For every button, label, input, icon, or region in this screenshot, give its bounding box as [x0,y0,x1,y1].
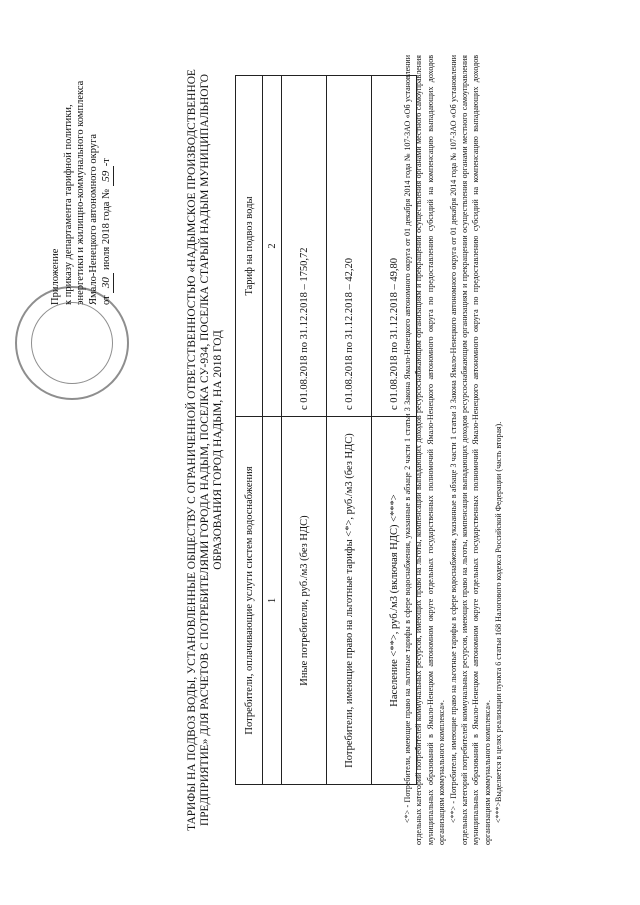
consumer-cell: Потребители, имеющие право на льготные тарифы <*>, руб./м3 (без НДС) [327,417,372,785]
footnote: <**> - Потребители, имеющие право на льготные тарифы в сфере водоснабжения, указанные в абзаце 3 части 1 статьи 3 Закона Ямало-Ненецкого автономного округа от 01 декабря 2014 года № 107-ЗАО «Об установлении отдельных категорий потребителей коммунальных ресурсов, имеющих право на льготы, компенсации выпадающих доходов ресурсоснабжающим организациям и прекращении осуществления органами местного самоуправления муниципальных образований в Ямало-Ненецком автономном округе отдельных государственных полномочий Ямало-Ненецкого автономного округа по предоставлению субсидий на компенсацию выпадающих доходов организациям коммунального комплекса». [448,55,492,845]
tariff-table [235,75,417,785]
consumer-cell: Население <**>, руб./м3 (включая НДС) <***> [372,417,417,785]
column-header: Потребители, оплачивающие услуги систем водоснабжения [236,417,263,785]
table-row [327,76,372,785]
tariff-cell: с 01.08.2018 по 31.12.2018 – 49,80 [372,76,417,417]
approval-block [50,5,114,305]
document-title: ТАРИФЫ НА ПОДВОЗ ВОДЫ, УСТАНОВЛЕННЫЕ ОБЩЕСТВУ С ОГРАНИЧЕННОЙ ОТВЕТСТВЕННОСТЬЮ «НАДЫМСКОЕ ПРОИЗВОДСТВЕННОЕ ПРЕДПРИЯТИЕ» ДЛЯ РАСЧЕТОВ С ПОТРЕБИТЕЛЯМИ ГОРОДА НАДЫМ, ПОСЕЛКА СУ-934, ПОСЕЛКА СТАРЫЙ НАДЫМ МУНИЦИПАЛЬНОГО ОБРАЗОВАНИЯ ГОРОД НАДЫМ, НА 2018 ГОД [186,69,224,831]
approval-date-line [100,5,114,305]
footnote: <*> - Потребители, имеющие право на льготные тарифы в сфере водоснабжения, указанные в абзаце 2 части 1 статьи 3 Закона Ямало-Ненецкого автономного округа от 01 декабря 2014 года № 107-ЗАО «Об установлении отдельных категорий потребителей коммунальных ресурсов, имеющих право на льготы, компенсации выпадающих доходов ресурсоснабжающим организациям и прекращении осуществления органами местного самоуправления муниципальных образований в Ямало-Ненецком автономном округе отдельных государственных полномочий Ямало-Ненецкого автономного округа по предоставлению субсидий на компенсацию выпадающих доходов организациям коммунального комплекса». [403,55,447,845]
approval-day: 30 [100,273,114,293]
column-header: Тариф на подвоз воды [236,76,263,417]
approval-line: Приложение [50,248,61,305]
table-row [282,76,327,785]
table-header-row [236,76,263,785]
approval-line: энергетики и жилищно-коммунального комплекса [75,80,87,305]
approval-suffix: -т [101,158,113,167]
tariff-cell: с 01.08.2018 по 31.12.2018 – 1750,72 [282,76,327,417]
footnotes [402,55,505,845]
approval-line: к приказу департамента тарифной политики, [62,104,74,305]
approval-line: Ямало-Ненецкого автономного округа [87,133,99,305]
approval-month-year: июля 2018 года № [101,188,113,271]
consumer-cell: Иные потребители, руб./м3 (без НДС) [282,417,327,785]
column-index: 1 [263,417,282,785]
tariff-cell: с 01.08.2018 по 31.12.2018 – 42,20 [327,76,372,417]
approval-number: 59 [100,166,114,186]
approval-from: от [101,295,113,305]
footnote: <***>Выделяется в целях реализации пункта 6 статьи 168 Налогового кодекса Российской Федерации (часть вторая). [494,421,504,823]
table-index-row [263,76,282,785]
column-index: 2 [263,76,282,417]
